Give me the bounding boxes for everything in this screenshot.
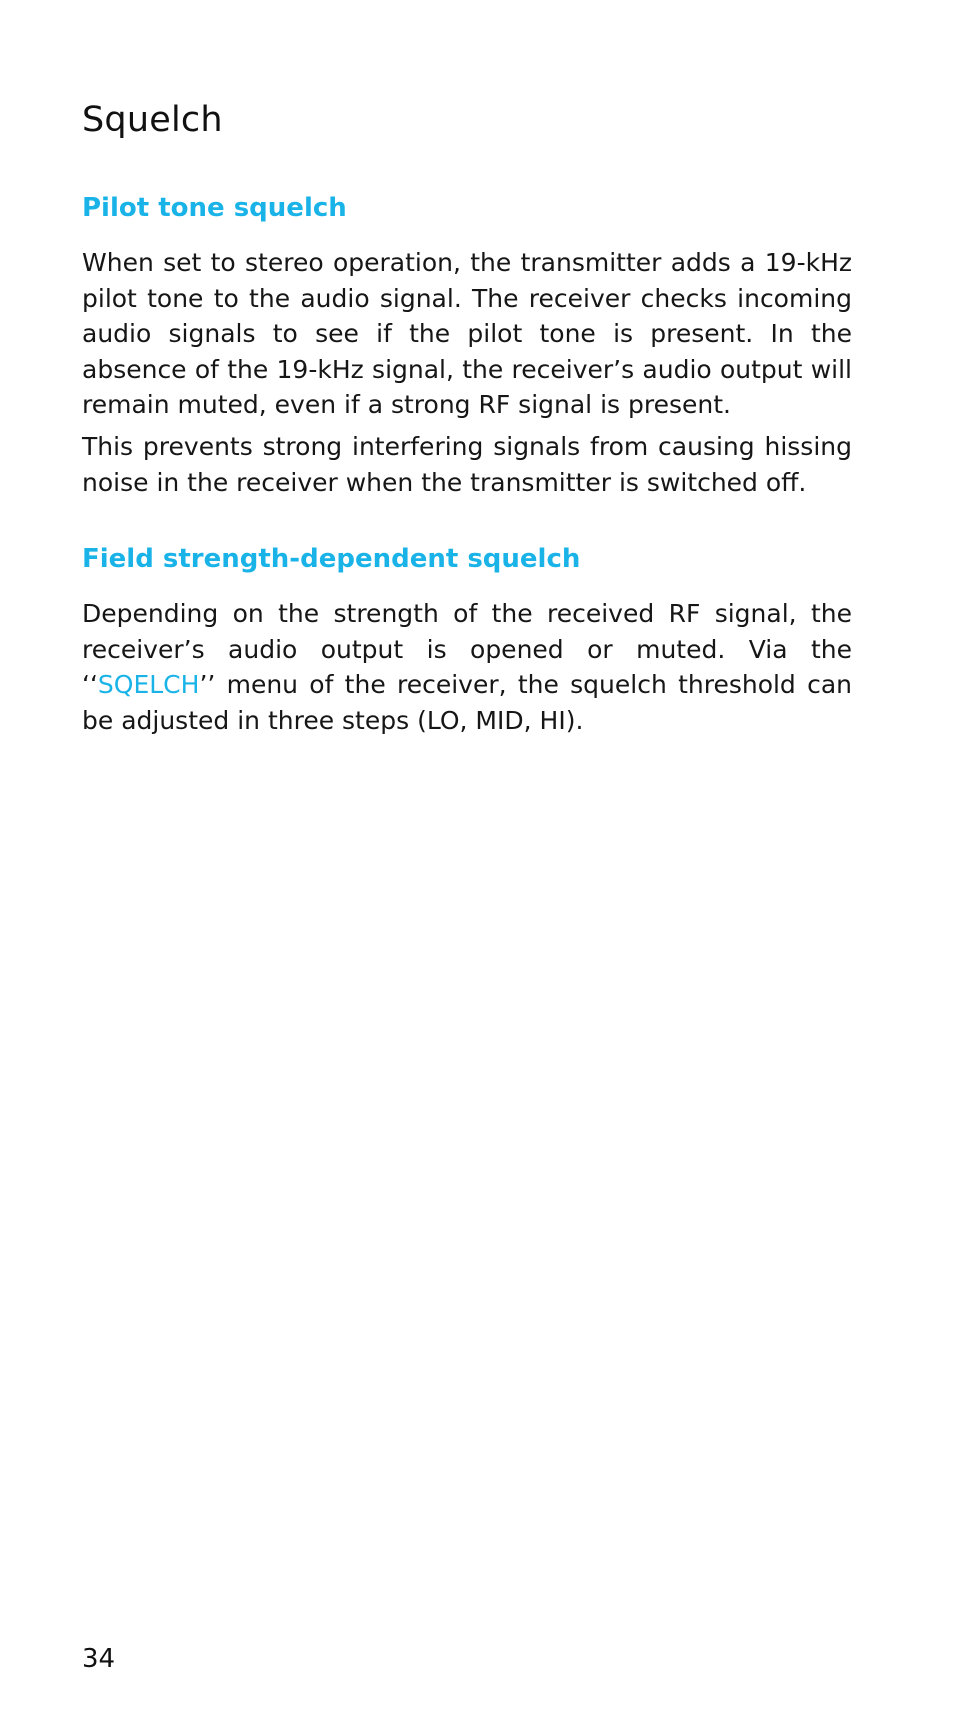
page-title: Squelch — [82, 100, 223, 140]
section-heading-field-strength: Field strength-dependent squelch — [82, 544, 581, 574]
page-number: 34 — [82, 1644, 116, 1674]
paragraph-pilot-tone-benefit: This prevents strong interfering signals from causing hissing noise in the receiver when the transmitter is switched off. — [82, 432, 852, 497]
paragraph-text-before: Depending on the strength of the received RF signal, the receiver’s audio output is opened or muted. Via the ‘‘ — [82, 599, 852, 699]
paragraph-field-strength-description — [82, 596, 852, 738]
paragraph-pilot-tone-description: When set to stereo operation, the transmitter adds a 19-kHz pilot tone to the audio signal. The receiver checks incoming audio signals to see if the pilot tone is present. In the absence of the 19-kHz signal, the receiver’s audio output will remain muted, even if a strong RF signal is present. — [82, 248, 852, 419]
section-heading-pilot-tone: Pilot tone squelch — [82, 193, 347, 223]
paragraph-text-after: ’’ menu of the receiver, the squelch threshold can be adjusted in three steps (LO, MID, HI). — [82, 670, 852, 735]
menu-name-sqelch: SQELCH — [97, 670, 200, 699]
